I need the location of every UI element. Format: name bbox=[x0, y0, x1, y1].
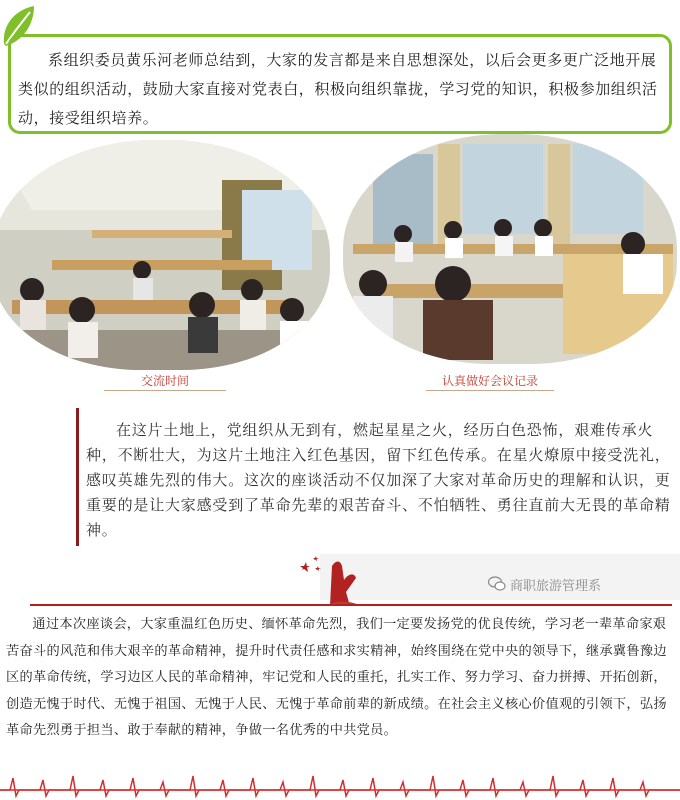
closing-paragraph: 通过本次座谈会，大家重温红色历史、缅怀革命先烈，我们一定要发扬党的优良传统，学习老一辈革命家艰苦奋斗的风范和伟大艰辛的革命精神，提升时代责任感和求实精神，始终围绕在党中央的领导下，继承冀鲁豫边区的革命传统，学习边区人民的革命精神，牢记党和人民的重托，扎实工作、努力学习、奋力拼搏、开拓创新，创造无愧于时代、无愧于祖国、无愧于人民、无愧于革命前辈的新成绩。在社会主义核心价值观的引领下，弘扬革命先烈勇于担当、敢于奉献的精神，争做一名优秀的中共党员。 bbox=[6, 617, 667, 738]
divider-line bbox=[30, 604, 672, 606]
photo-caption-1: 交流时间 bbox=[140, 374, 189, 388]
meeting-photo-2 bbox=[343, 134, 677, 364]
caption-underline-2 bbox=[426, 390, 554, 391]
caption-underline-1 bbox=[104, 390, 226, 391]
quote-bar bbox=[76, 408, 79, 546]
decorative-border bbox=[0, 770, 680, 800]
flag-icon bbox=[296, 556, 376, 606]
meeting-photo-1 bbox=[0, 140, 330, 370]
photo-caption-2: 认真做好会议记录 bbox=[441, 374, 538, 388]
intro-paragraph: 系组织委员黄乐河老师总结到，大家的发言都是来自思想深处，以后会更多更广泛地开展类似的组织活动，鼓励大家直接对党表白，积极向组织靠拢，学习党的知识，积极参加组织活动，接受组织培养。 bbox=[18, 51, 658, 127]
middle-paragraph: 在这片土地上，党组织从无到有，燃起星星之火，经历白色恐怖，艰难传承火种，不断壮大，为这片土地注入红色基因，留下红色传承。在星火燎原中接受洗礼，感叹英雄先烈的伟大。这次的座谈活动不仅加深了大家对革命历史的理解和认识，更重要的是让大家感受到了革命先辈的艰苦奋斗、不怕牺牲、勇往直前大无畏的革命精神。 bbox=[86, 421, 671, 539]
wechat-icon bbox=[488, 576, 506, 592]
source-label: 商职旅游管理系 bbox=[510, 579, 602, 594]
